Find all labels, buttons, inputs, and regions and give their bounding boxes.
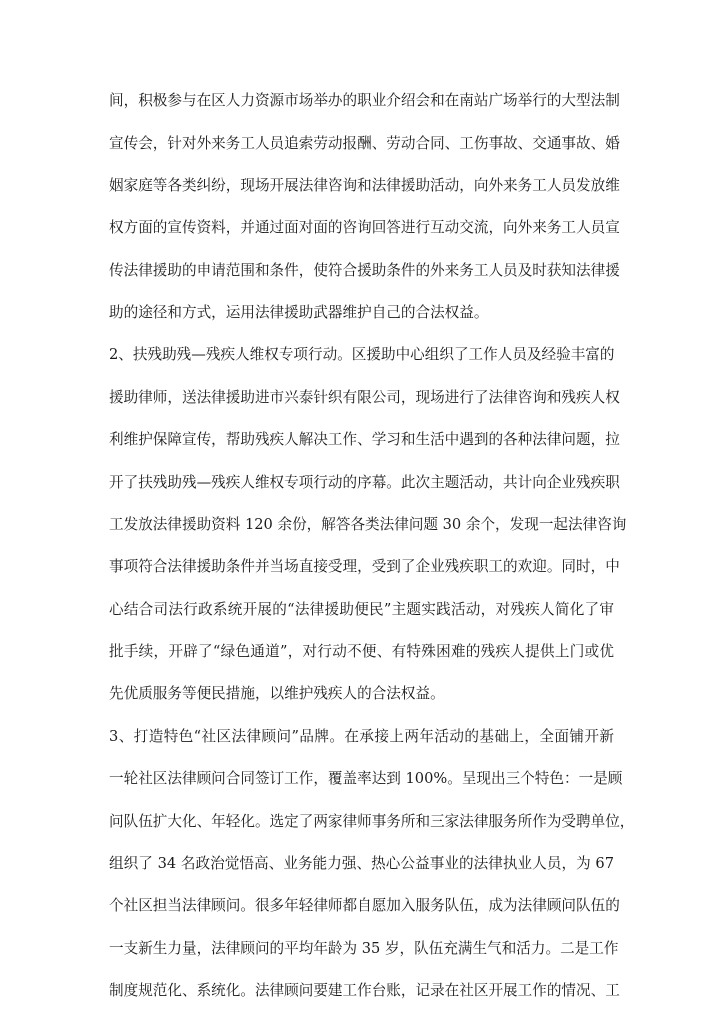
text-line: 批手续，开辟了“绿色通道”，对行动不便、有特殊困难的残疾人提供上门或优 [109, 643, 614, 660]
text-line: 先优质服务等便民措施，以维护残疾人的合法权益。 [109, 685, 445, 702]
text-line: 工发放法律援助资料 120 余份，解答各类法律问题 30 余个，发现一起法律咨询 [109, 516, 627, 533]
text-line: 利维护保障宣传，帮助残疾人解决工作、学习和生活中遇到的各种法律问题，拉 [109, 431, 620, 448]
text-line: 制度规范化、系统化。法律顾问要建工作台账，记录在社区开展工作的情况、工 [109, 982, 620, 999]
text-line: 2、扶残助残—残疾人维权专项行动。区援助中心组织了工作人员及经验丰富的 [109, 346, 615, 363]
text-line: 一轮社区法律顾问合同签订工作，覆盖率达到 100%。呈现出三个特色：一是顾 [109, 770, 623, 787]
text-line: 问队伍扩大化、年轻化。选定了两家律师事务所和三家法律服务所作为受聘单位， [109, 813, 635, 830]
text-line: 个社区担当法律顾问。很多年轻律师都自愿加入服务队伍，成为法律顾问队伍的 [109, 897, 620, 914]
text-line: 心结合司法行政系统开展的“法律援助便民”主题实践活动，对残疾人简化了审 [109, 601, 614, 618]
text-line: 权方面的宣传资料，并通过面对面的咨询回答进行互动交流，向外来务工人员宣 [109, 219, 620, 236]
text-line: 间，积极参与在区人力资源市场举办的职业介绍会和在南站广场举行的大型法制 [109, 92, 620, 109]
text-line: 组织了 34 名政治觉悟高、业务能力强、热心公益事业的法律执业人员，为 67 [109, 855, 614, 872]
text-line: 传法律援助的申请范围和条件，使符合援助条件的外来务工人员及时获知法律援 [109, 262, 620, 279]
text-line: 助的途径和方式，运用法律援助武器维护自己的合法权益。 [109, 304, 489, 321]
text-line: 姻家庭等各类纠纷，现场开展法律咨询和法律援助活动，向外来务工人员发放维 [109, 177, 620, 194]
text-line: 事项符合法律援助条件并当场直接受理，受到了企业残疾职工的欢迎。同时，中 [109, 558, 620, 575]
text-line: 援助律师，送法律援助进市兴泰针织有限公司，现场进行了法律咨询和残疾人权 [109, 389, 620, 406]
text-line: 3、打造特色“社区法律顾问”品牌。在承接上两年活动的基础上，全面铺开新 [109, 728, 614, 745]
text-line: 一支新生力量，法律顾问的平均年龄为 35 岁，队伍充满生气和活力。二是工作 [109, 940, 619, 957]
text-line: 开了扶残助残—残疾人维权专项行动的序幕。此次主题活动，共计向企业残疾职 [109, 474, 620, 491]
text-line: 宣传会，针对外来务工人员追索劳动报酬、劳动合同、工伤事故、交通事故、婚 [109, 135, 620, 152]
